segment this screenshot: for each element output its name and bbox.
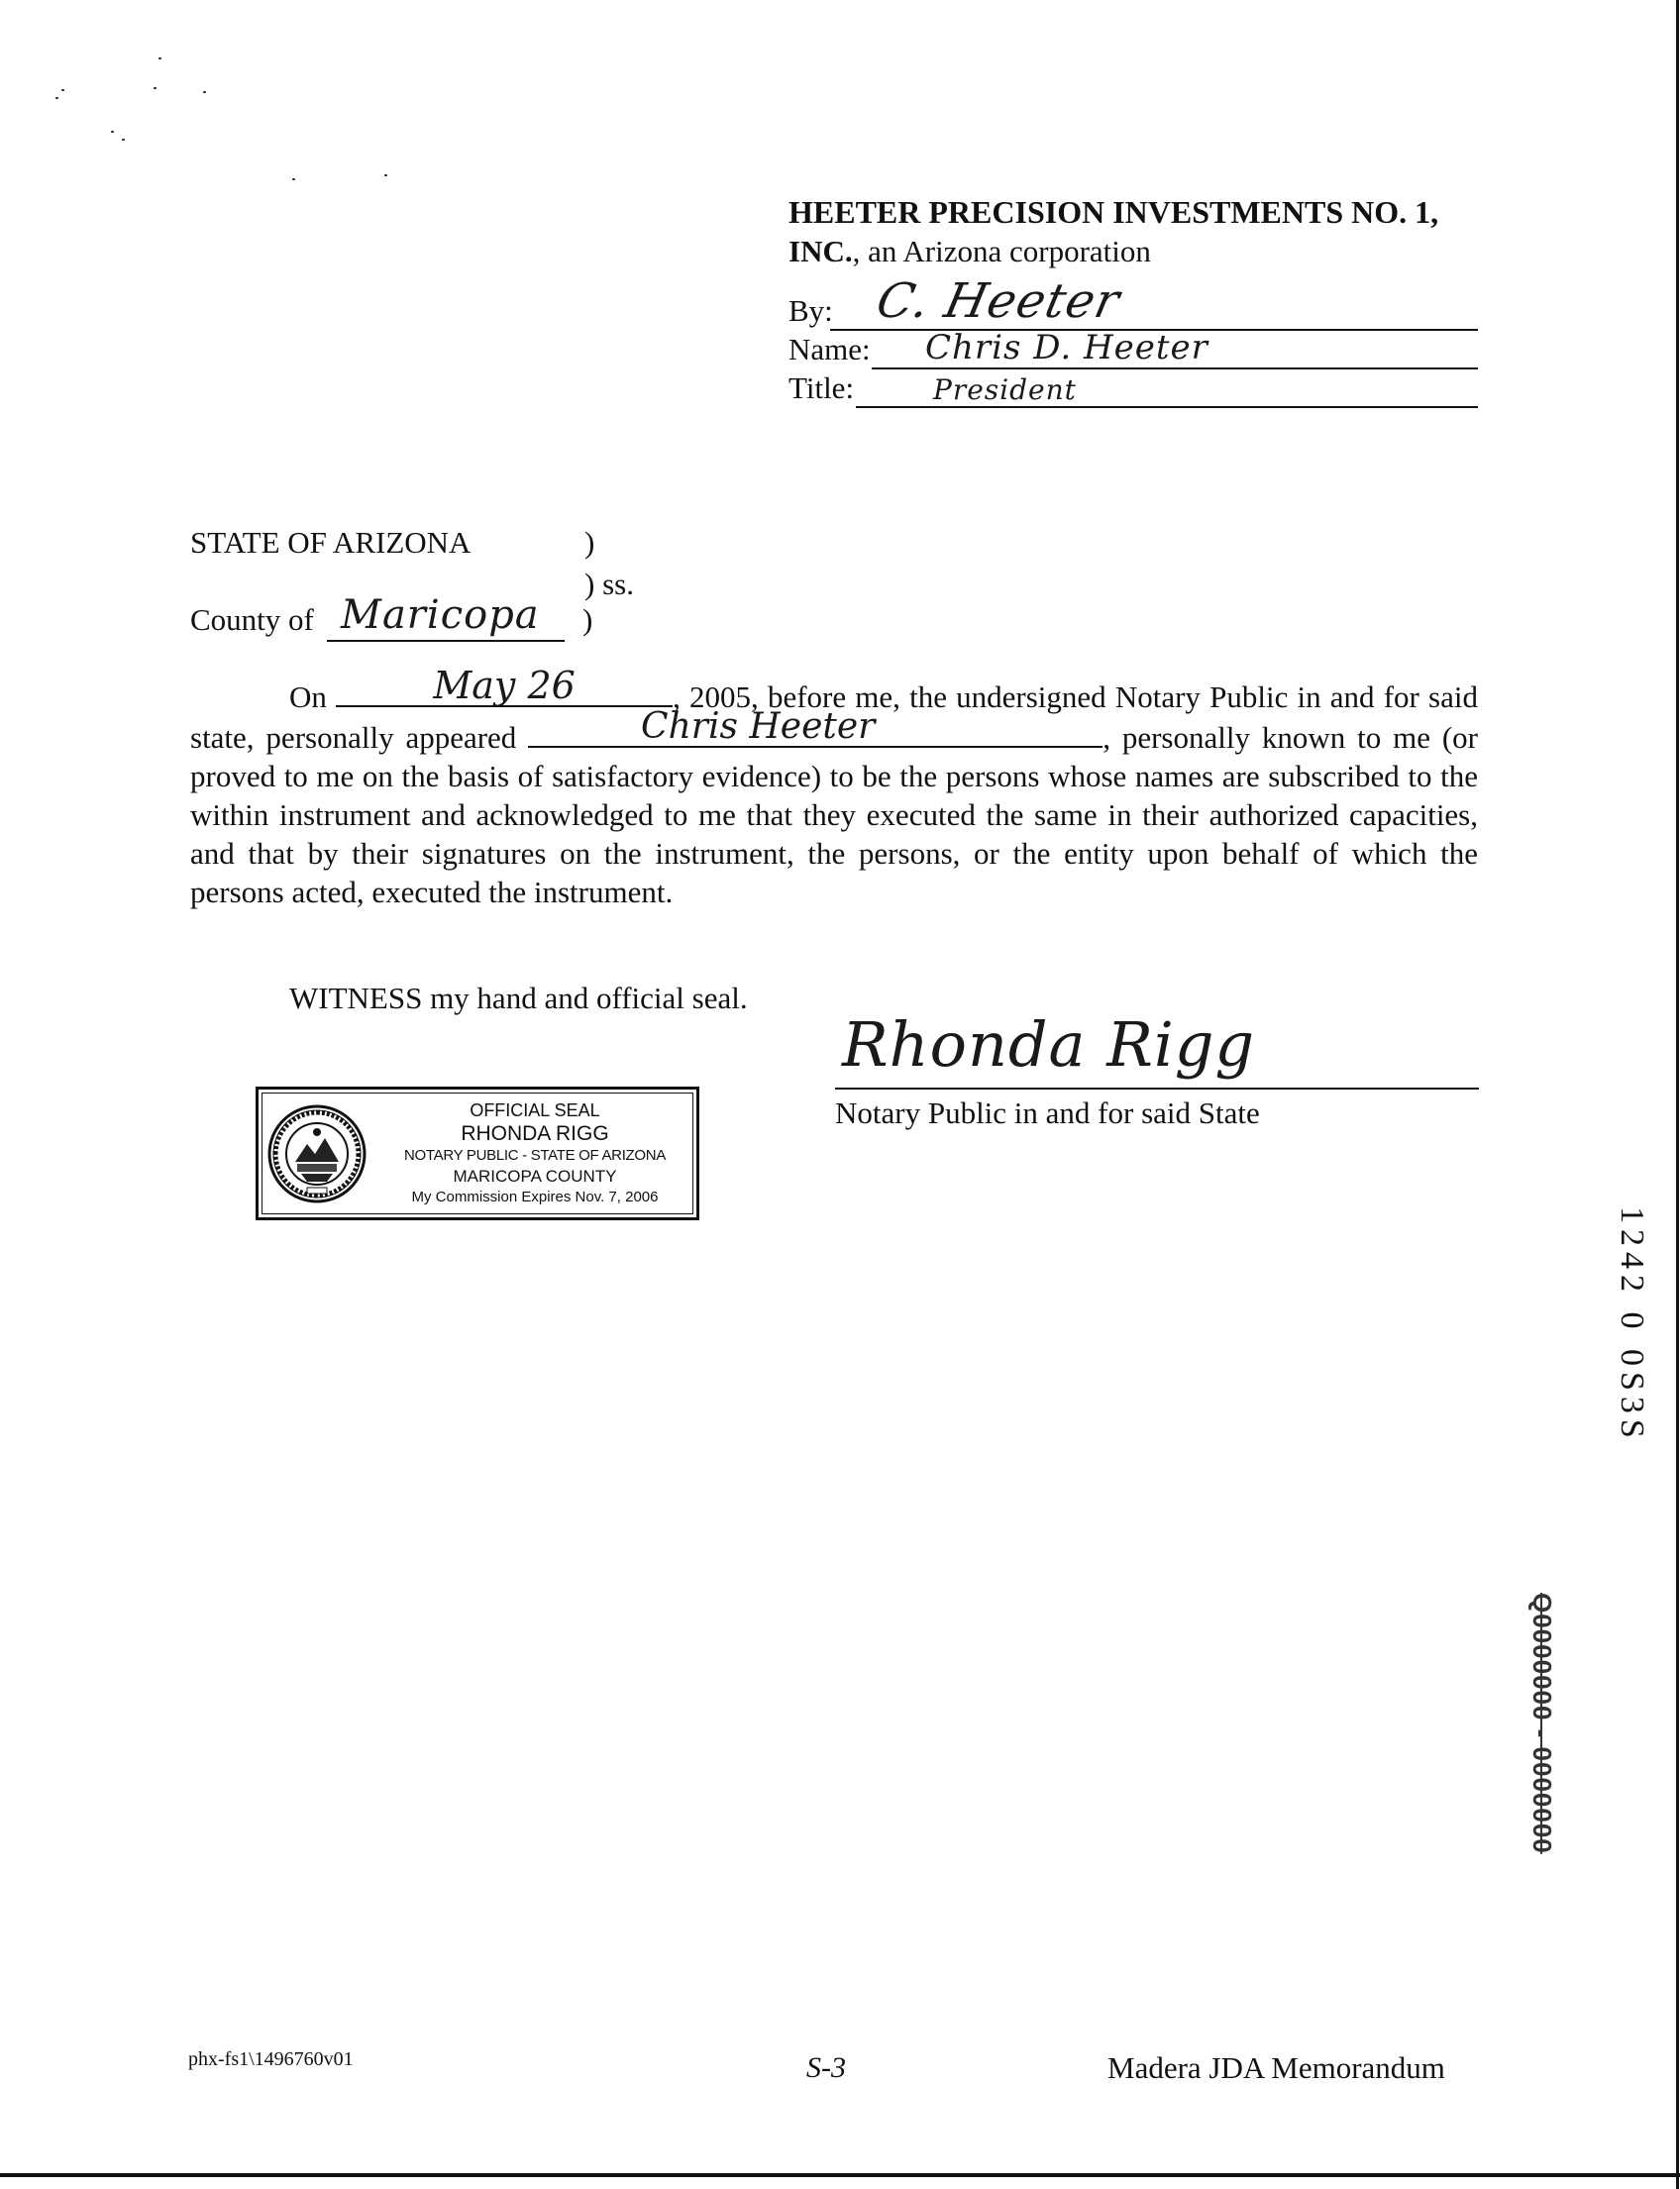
county-handwritten: Maricopa: [341, 592, 540, 638]
ack-on: On: [289, 679, 327, 714]
person-handwritten: Chris Heeter: [641, 706, 876, 747]
state-seal-icon: [267, 1104, 367, 1203]
witness-statement: WITNESS my hand and official seal.: [289, 981, 748, 1015]
by-row: [788, 273, 1478, 331]
name-handwritten: Chris D. Heeter: [925, 328, 1208, 367]
name-row: [788, 330, 1478, 369]
state-label: STATE OF ARIZONA: [190, 525, 472, 560]
side-recording-number-text: 1242 0 0S3S: [1614, 1206, 1650, 1444]
seal-notary-name: RHONDA RIGG: [461, 1122, 609, 1145]
by-label: By:: [788, 293, 833, 328]
by-signature: C. Heeter: [872, 273, 1125, 329]
seal-notary-state: NOTARY PUBLIC - STATE OF ARIZONA: [403, 1147, 667, 1164]
title-line: [856, 406, 1478, 408]
ack-text-2: , personally known to me (or proved to me on the basis of satisfactory evidence) to be the persons whose names are subscribed to the within instrument and acknowledged to me that they executed the same in their authorized capacities, and that by their signatures on the instrument, the persons, or the entity upon behalf of which the persons acted, executed the instrument.: [190, 720, 1478, 909]
page-border-right: [1676, 0, 1679, 2189]
ack-text-1: , 2005, before me, the undersigned Notary Public in and for said state, personally appeared: [190, 679, 1478, 755]
acknowledgment-paragraph: [190, 664, 1478, 911]
title-label: Title:: [788, 370, 855, 405]
venue-ss: ) ss.: [584, 567, 634, 601]
notary-signature-line: [835, 1088, 1479, 1090]
scan-speck: [292, 178, 295, 180]
side-stamp-text: Q0000000 - 0000000: [1527, 1593, 1557, 1854]
footer-doc-id: phx-fs1\1496760v01: [188, 2048, 354, 2070]
notary-signature: Rhonda Rigg: [842, 1008, 1256, 1081]
scan-speck: [55, 97, 58, 99]
scan-speck: [61, 89, 64, 91]
company-sub-bold: INC.: [788, 234, 853, 268]
seal-title: OFFICIAL SEAL: [470, 1100, 600, 1120]
date-handwritten: May 26: [433, 664, 576, 707]
scan-speck: [158, 57, 161, 59]
scan-speck: [122, 139, 125, 141]
side-stamp: [1525, 1593, 1565, 1862]
county-line: [327, 640, 565, 642]
seal-text: [377, 1099, 692, 1207]
scan-speck: [111, 131, 114, 133]
scan-speck: [384, 174, 387, 176]
side-recording-number: [1603, 1206, 1662, 1474]
venue-paren-3: ): [582, 602, 593, 637]
notary-caption: Notary Public in and for said State: [835, 1095, 1260, 1130]
date-blank: [336, 664, 673, 707]
title-handwritten: President: [933, 373, 1077, 406]
seal-county: MARICOPA COUNTY: [453, 1167, 617, 1186]
venue-paren-1: ): [584, 525, 595, 560]
person-blank: [528, 706, 1102, 748]
county-label: County of: [190, 602, 314, 637]
title-row: [788, 368, 1478, 408]
scan-speck: [154, 87, 157, 89]
company-name: HEETER PRECISION INVESTMENTS NO. 1,: [788, 194, 1439, 230]
page-border-bottom: [0, 2173, 1680, 2177]
scan-speck: [203, 91, 206, 93]
footer-doc-title: Madera JDA Memorandum: [1107, 2050, 1445, 2085]
company-sub-rest: , an Arizona corporation: [852, 234, 1151, 268]
footer-page-number: S-3: [806, 2051, 846, 2084]
seal-commission-expiry: My Commission Expires Nov. 7, 2006: [411, 1189, 659, 1205]
official-seal-stamp: [256, 1087, 699, 1220]
name-label: Name:: [788, 332, 871, 366]
company-subtitle: [788, 234, 1151, 269]
